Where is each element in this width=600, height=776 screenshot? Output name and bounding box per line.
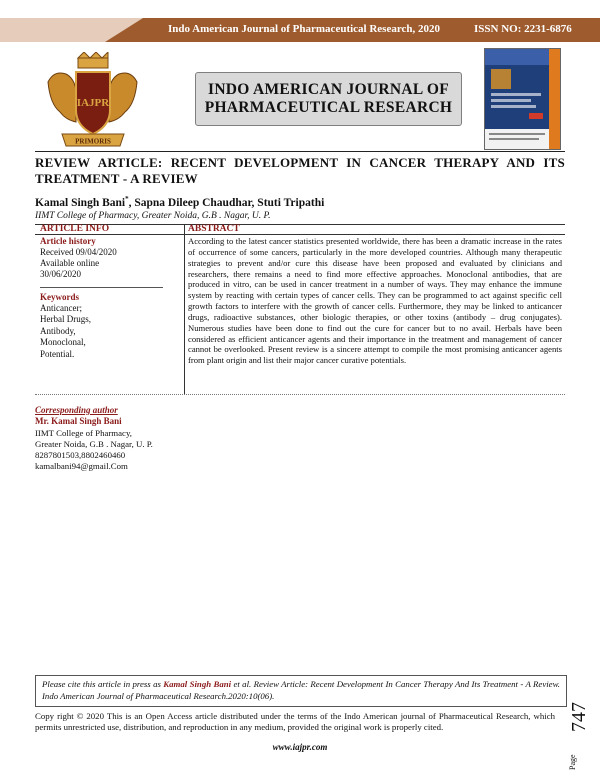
- page-label: Page: [568, 754, 577, 770]
- corresponding-institution: IIMT College of Pharmacy,: [35, 428, 132, 438]
- citation-text: [42, 679, 560, 702]
- available-online-date: 30/06/2020: [40, 269, 82, 279]
- citation-suffix: et al. Review Article: Recent Development In Cancer Therapy And Its Treatment - A Review. Indo American Journal of Pharmaceutical Research.2020:10(06).: [42, 679, 560, 701]
- journal-banner: [0, 18, 600, 42]
- section-rule-top: [35, 224, 565, 225]
- journal-website: www.iajpr.com: [272, 742, 328, 752]
- available-online-label: Available online: [40, 258, 100, 268]
- banner-journal-name: Indo American Journal of Pharmaceutical Research, 2020: [168, 23, 441, 35]
- journal-logo: [40, 52, 145, 152]
- keyword-item: Anticancer;: [40, 303, 82, 313]
- copyright-notice: Copy right © 2020 This is an Open Access article distributed under the terms of the Indo American journal of Pharmaceutical Research, which permits unrestricted use, distribution, and reproduction in any medium, provided the original work is properly cited.: [35, 711, 555, 732]
- citation-author: Kamal Singh Bani: [163, 679, 232, 689]
- abstract-heading: ABSTRACT: [188, 224, 240, 234]
- article-history-label: Article history: [40, 236, 96, 246]
- keyword-item: Potential.: [40, 349, 75, 359]
- header-divider: [35, 151, 565, 152]
- abstract-body: According to the latest cancer statistics presented worldwide, there has been a dramatic increase in the rates of occurrence of some cancers, particularly in the more developed countries. Although many therapeutic strategies to prevent and/or cure this disease have been proposed and evaluated by clinicians and researchers, there remains a need to find more effective approaches. Monoclonal antibodies, that are produced in vitro, can be used in cancer treatment in a number of ways. They may enhance the immune system by reacting with certain types of cancer cells. They can be programmed to act against specific cell growth factors to interfere with the growth of cancer cells. Furthermore, they may be linked to anticancer drugs, radioactive substances, other biologic therapies, or other toxins (antibody – drug conjugates). Numerous studies have been done to find out the cure for cancer but to no avail. Herbals have been considered as efficient anticancer agents and their importance in the treatment and management of cancer cannot be overlooked. Present review is a sincere attempt to compile the most promising anticancer agents from plant origin and list their major cancer curative potentials.: [188, 236, 562, 366]
- journal-title: [196, 81, 461, 117]
- keyword-item: Monoclonal,: [40, 337, 86, 347]
- banner-issn: ISSN NO: 2231-6876: [474, 23, 572, 35]
- article-info-heading: ARTICLE INFO: [40, 224, 110, 234]
- section-rule-bottom: [35, 394, 565, 395]
- corresponding-email: kamalbani94@gmail.Com: [35, 461, 128, 471]
- author-affiliation: IIMT College of Pharmacy, Greater Noida, G.B . Nagar, U. P.: [35, 211, 271, 221]
- keyword-item: Herbal Drugs,: [40, 314, 91, 324]
- logo-motto: PRIMORIS: [75, 137, 111, 146]
- citation-prefix: Please cite this article in press as: [42, 679, 164, 689]
- author-list: [35, 195, 565, 209]
- corresponding-mark: *: [125, 195, 129, 203]
- journal-title-line2: PHARMACEUTICAL RESEARCH: [204, 99, 453, 116]
- citation-box: [35, 675, 567, 707]
- journal-title-box: [195, 72, 462, 126]
- journal-title-line1: INDO AMERICAN JOURNAL OF: [207, 81, 449, 98]
- svg-text:IAJPR: IAJPR: [76, 97, 110, 109]
- authors-rest: , Sapna Dileep Chaudhar, Stuti Tripathi: [128, 196, 325, 209]
- corresponding-author-name: Mr. Kamal Singh Bani: [35, 416, 122, 426]
- received-date: Received 09/04/2020: [40, 247, 117, 257]
- section-rule-mid: [35, 234, 565, 235]
- keyword-item: Antibody,: [40, 326, 76, 336]
- history-divider: [40, 287, 163, 288]
- author-main: Kamal Singh Bani: [35, 196, 126, 209]
- article-title: REVIEW ARTICLE: RECENT DEVELOPMENT IN CANCER THERAPY AND ITS TREATMENT - A REVIEW: [35, 155, 565, 186]
- column-divider: [184, 224, 185, 394]
- journal-cover-image: [484, 48, 561, 150]
- corresponding-address: Greater Noida, G.B . Nagar, U. P.: [35, 439, 153, 449]
- corresponding-author-label: Corresponding author: [35, 405, 118, 415]
- keywords-label: Keywords: [40, 292, 79, 302]
- corresponding-phone: 8287801503,8802460460: [35, 450, 126, 460]
- page-number: 747: [568, 702, 590, 732]
